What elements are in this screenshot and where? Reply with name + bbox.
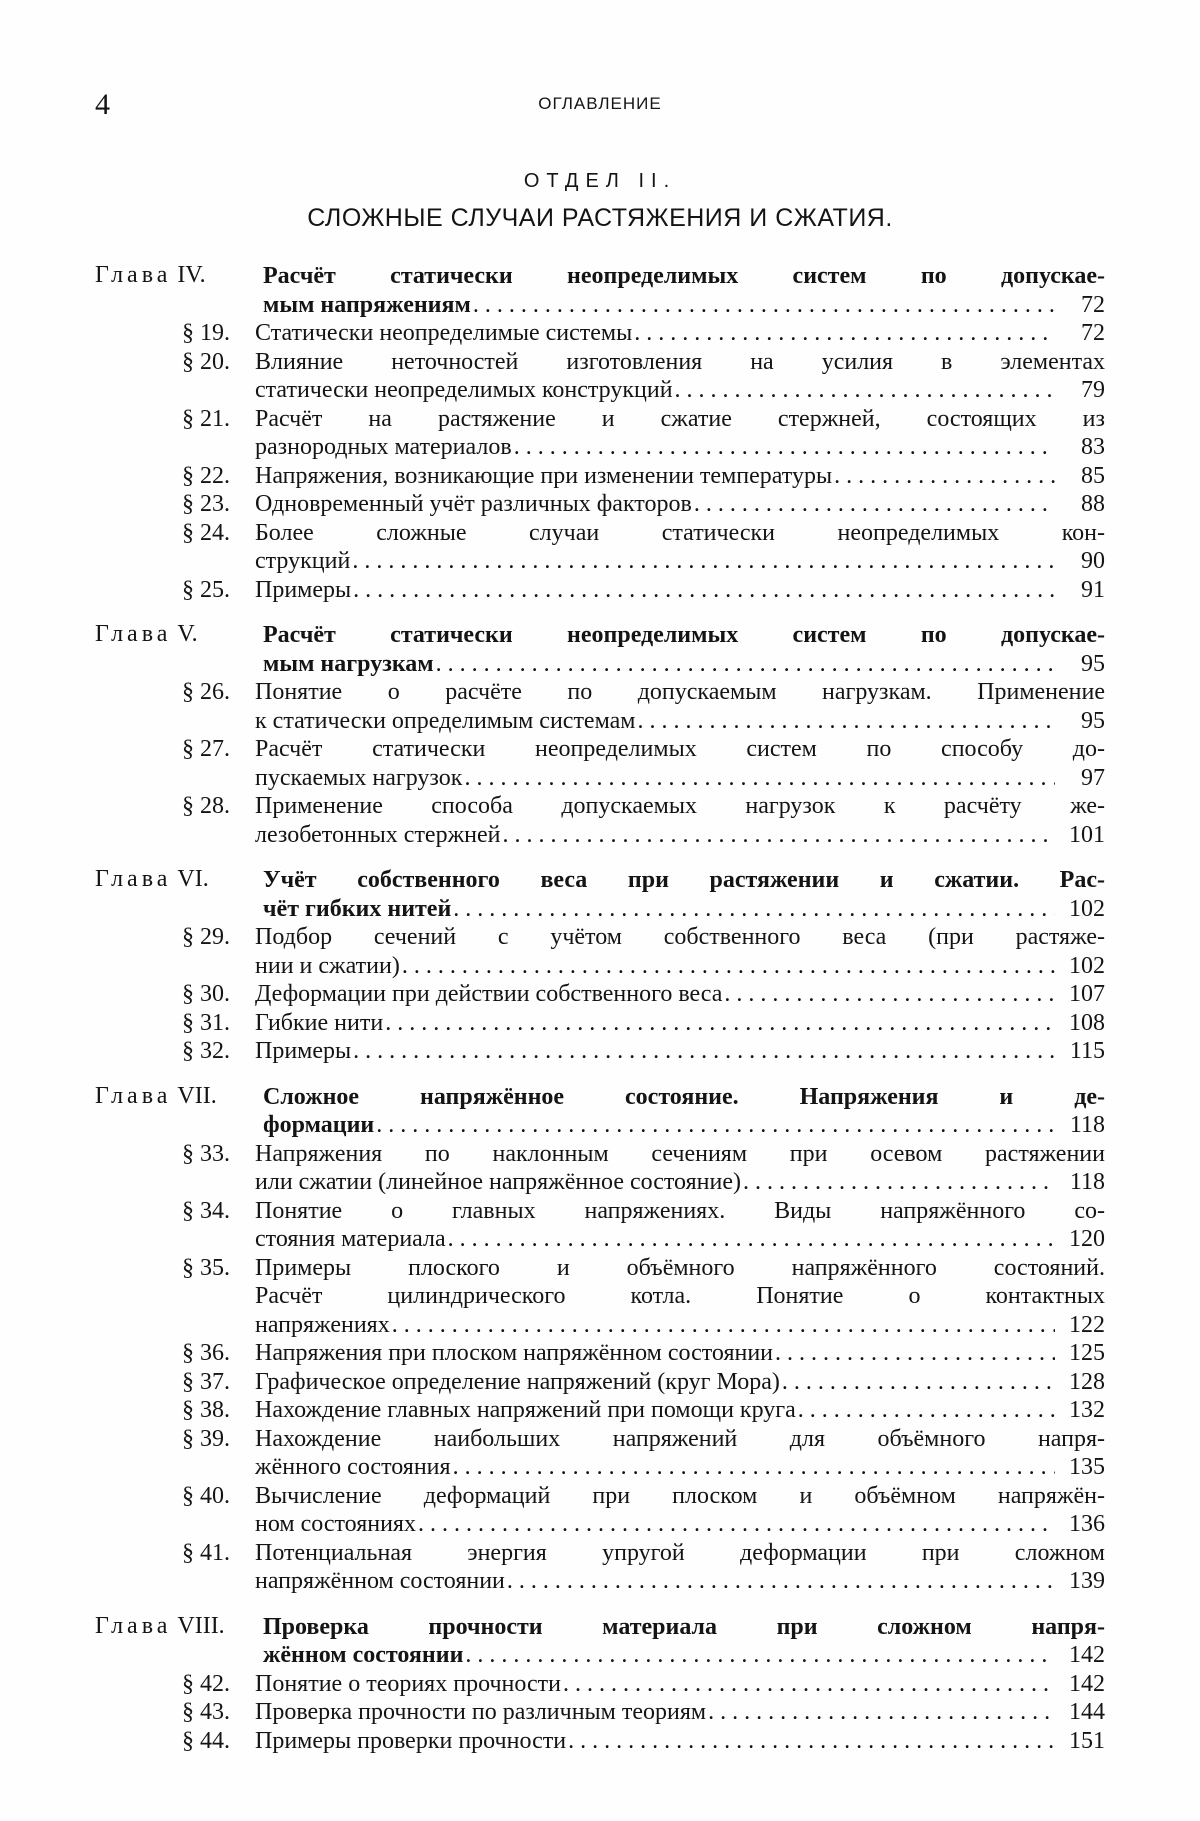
entry-text: [255, 1482, 1105, 1539]
entry-text: [255, 405, 1105, 462]
entry-text: [255, 1140, 1105, 1197]
entry-line: Расчёт цилиндрического котла. Понятие о контактных: [255, 1283, 1105, 1309]
entry-line: ном состояниях: [255, 1511, 416, 1537]
dot-leader: [465, 1641, 1055, 1670]
section-entry: [95, 1727, 1105, 1756]
entry-last-line: [255, 1396, 1105, 1425]
entry-line: Примеры: [255, 576, 352, 603]
entry-text: [255, 576, 1105, 605]
entry-last-line: [255, 1510, 1105, 1539]
section-entry: [95, 1670, 1105, 1699]
dot-leader: [352, 547, 1055, 576]
page-header: [95, 88, 1105, 128]
page-ref: 95: [1081, 650, 1105, 677]
section-entry: [95, 462, 1105, 491]
entry-text: [255, 1539, 1105, 1596]
entry-text: [255, 462, 1105, 491]
entry-line: Учёт собственного веса при растяжении и сжатии. Рас-: [263, 867, 1105, 893]
entry-last-line: [255, 1168, 1105, 1197]
page-ref: 108: [1069, 1009, 1105, 1036]
entry-text: [255, 490, 1105, 519]
chapter-entry: [95, 1613, 1105, 1670]
page-ref: 136: [1069, 1511, 1105, 1537]
section-entry: [95, 1368, 1105, 1397]
section-entry: [95, 319, 1105, 348]
page-ref: 90: [1081, 548, 1105, 574]
entry-text: [263, 1613, 1105, 1670]
entry-line: жённого состояния: [255, 1454, 451, 1480]
section-number: § 23.: [182, 491, 230, 517]
section-number: § 29.: [182, 924, 230, 950]
section-entry: [95, 1254, 1105, 1340]
entry-line: Расчёт статически неопределимых систем по допускае-: [263, 263, 1105, 289]
entry-text: [263, 621, 1105, 678]
dot-leader: [694, 490, 1055, 519]
entry-line: Нахождение главных напряжений при помощи круга: [255, 1397, 796, 1423]
page-ref: 95: [1081, 707, 1105, 734]
entry-line: Понятие о теориях прочности: [255, 1670, 561, 1697]
dot-leader: [563, 1670, 1055, 1699]
dot-leader: [708, 1698, 1055, 1727]
entry-last-line: [255, 319, 1105, 348]
section-entry: [95, 576, 1105, 605]
dot-leader: [743, 1168, 1055, 1197]
entry-text: [263, 866, 1105, 923]
section-number: § 34.: [182, 1197, 230, 1224]
page-ref: 132: [1069, 1397, 1105, 1423]
entry-line: Расчёт на растяжение и сжатие стержней, состоящих из: [255, 405, 1105, 432]
entry-last-line: [255, 1311, 1105, 1340]
entry-last-line: [255, 1339, 1105, 1368]
entry-line: Статически неопределимые системы: [255, 320, 633, 346]
entry-line: Вычисление деформаций при плоском и объёмном напряжён-: [255, 1482, 1105, 1509]
entry-last-line: [263, 650, 1105, 679]
entry-last-line: [255, 433, 1105, 462]
entry-line: к статически определимым системам: [255, 707, 636, 734]
entry-line: Напряжения при плоском напряжённом состоянии: [255, 1340, 774, 1366]
entry-text: [255, 792, 1105, 849]
entry-line: Подбор сечений с учётом собственного веса (при растяже-: [255, 924, 1105, 950]
dot-leader: [724, 980, 1055, 1009]
section-number: § 35.: [182, 1254, 230, 1281]
section-entry: [95, 490, 1105, 519]
entry-last-line: [255, 1567, 1105, 1596]
section-entry: [95, 792, 1105, 849]
entry-line: пускаемых нагрузок: [255, 764, 463, 791]
chapter-word: Глава: [95, 1612, 172, 1639]
section-number: § 41.: [182, 1539, 230, 1566]
section-number: § 33.: [182, 1140, 230, 1167]
section-number: § 44.: [182, 1727, 230, 1754]
entry-last-line: [255, 1225, 1105, 1254]
chapter-label: [95, 866, 258, 893]
entry-line: Гибкие нити: [255, 1009, 384, 1036]
entry-last-line: [255, 1698, 1105, 1727]
page-ref: 88: [1081, 491, 1105, 517]
entry-text: [255, 1698, 1105, 1727]
dot-leader: [418, 1510, 1055, 1539]
entry-line: Примеры плоского и объёмного напряжённого состояний.: [255, 1254, 1105, 1281]
section-number: § 24.: [182, 519, 230, 546]
entry-line: Графическое определение напряжений (круг Мора): [255, 1368, 780, 1395]
chapter-label: [95, 262, 258, 289]
entry-line: Проверка прочности по различным теориям: [255, 1699, 707, 1725]
chapter-number: VIII.: [171, 1612, 225, 1639]
entry-line: Напряжения, возникающие при изменении температуры: [255, 462, 833, 489]
page-ref: 142: [1069, 1670, 1105, 1697]
entry-text: [255, 735, 1105, 792]
chapter-number: VII.: [171, 1082, 217, 1109]
section-entry: [95, 678, 1105, 735]
entry-line: формации: [263, 1112, 375, 1138]
entry-line: статически неопределимых конструкций: [255, 377, 673, 403]
section-number: § 37.: [182, 1368, 230, 1395]
entry-text: [255, 348, 1105, 405]
chapter-word: Глава: [95, 262, 172, 288]
entry-line: мым напряжениям: [263, 291, 471, 318]
section-number: § 39.: [182, 1425, 230, 1452]
dot-leader: [798, 1396, 1055, 1425]
entry-line: разнородных материалов: [255, 434, 512, 460]
entry-line: Нахождение наибольших напряжений для объёмного напря-: [255, 1425, 1105, 1452]
entry-line: чёт гибких нитей: [263, 895, 452, 922]
page-ref: 72: [1081, 291, 1105, 318]
section-number: § 42.: [182, 1670, 230, 1697]
dot-leader: [473, 291, 1055, 320]
division-heading: ОТДЕЛ II.: [523, 170, 677, 192]
page-ref: 102: [1069, 895, 1105, 922]
entry-text: [255, 1396, 1105, 1425]
entry-line: напряжённом состоянии: [255, 1568, 505, 1594]
dot-leader: [385, 1009, 1055, 1038]
dot-leader: [775, 1339, 1055, 1368]
entry-last-line: [255, 980, 1105, 1009]
entry-line: струкций: [255, 548, 351, 574]
entry-line: Примеры: [255, 1038, 352, 1064]
page-ref: 91: [1081, 576, 1105, 603]
table-of-contents: [95, 262, 1105, 1755]
entry-line: жённом состоянии: [263, 1642, 464, 1668]
section-number: § 32.: [182, 1038, 230, 1064]
section-number: § 27.: [182, 736, 230, 762]
page-ref: 120: [1069, 1226, 1105, 1252]
section-entry: [95, 1698, 1105, 1727]
section-number: § 40.: [182, 1482, 230, 1509]
chapter-entry: [95, 1083, 1105, 1140]
page-ref: 151: [1069, 1727, 1105, 1754]
section-entry: [95, 980, 1105, 1009]
page-ref: 83: [1081, 434, 1105, 460]
page-ref: 85: [1081, 462, 1105, 489]
entry-text: [255, 1197, 1105, 1254]
entry-text: [255, 980, 1105, 1009]
page-ref: 135: [1069, 1454, 1105, 1480]
dot-leader: [453, 895, 1055, 924]
page-ref: 101: [1069, 821, 1105, 848]
chapter-word: Глава: [95, 1082, 172, 1109]
section-entry: [95, 1009, 1105, 1038]
entry-line: Понятие о расчёте по допускаемым нагрузкам. Применение: [255, 679, 1105, 705]
page-ref: 128: [1069, 1368, 1105, 1395]
entry-line: Потенциальная энергия упругой деформации при сложном: [255, 1539, 1105, 1566]
section-number: § 30.: [182, 981, 230, 1007]
entry-last-line: [263, 1111, 1105, 1140]
chapter-entry: [95, 866, 1105, 923]
entry-line: лезобетонных стержней: [255, 821, 501, 848]
entry-last-line: [255, 1368, 1105, 1397]
entry-text: [255, 1670, 1105, 1699]
entry-line: Примеры проверки прочности: [255, 1727, 567, 1754]
section-number: § 31.: [182, 1009, 230, 1036]
chapter-label: [95, 621, 258, 648]
entry-text: [255, 678, 1105, 735]
entry-text: [255, 1037, 1105, 1066]
dot-leader: [464, 764, 1055, 793]
entry-text: [255, 1339, 1105, 1368]
page-ref: 72: [1081, 320, 1105, 346]
entry-line: Более сложные случаи статически неопределимых кон-: [255, 519, 1105, 546]
section-number: § 22.: [182, 462, 230, 489]
running-title: ОГЛАВЛЕНИЕ: [538, 94, 662, 113]
dot-leader: [392, 1311, 1055, 1340]
dot-leader: [637, 707, 1055, 736]
dot-leader: [634, 319, 1055, 348]
section-entry: [95, 1197, 1105, 1254]
chapter-word: Глава: [95, 621, 172, 647]
entry-text: [263, 1083, 1105, 1140]
entry-last-line: [255, 1453, 1105, 1482]
section-number: § 20.: [182, 348, 230, 375]
section-number: § 21.: [182, 405, 230, 432]
entry-line: Одновременный учёт различных факторов: [255, 491, 692, 517]
page-ref: 107: [1069, 981, 1105, 1007]
entry-line: Понятие о главных напряжениях. Виды напряжённого со-: [255, 1197, 1105, 1224]
entry-last-line: [255, 952, 1105, 981]
section-number: § 19.: [182, 320, 230, 346]
entry-last-line: [255, 547, 1105, 576]
entry-line: напряжениях: [255, 1311, 390, 1338]
page-ref: 79: [1081, 377, 1105, 403]
entry-text: [255, 319, 1105, 348]
page-ref: 125: [1069, 1340, 1105, 1366]
dot-leader: [402, 952, 1055, 981]
section-entry: [95, 519, 1105, 576]
entry-last-line: [255, 376, 1105, 405]
section-entry: [95, 348, 1105, 405]
entry-last-line: [255, 1670, 1105, 1699]
entry-last-line: [255, 576, 1105, 605]
entry-line: Деформации при действии собственного веса: [255, 981, 723, 1007]
section-entry: [95, 735, 1105, 792]
dot-leader: [568, 1727, 1055, 1756]
section-number: § 38.: [182, 1397, 230, 1423]
page-number: 4: [95, 88, 110, 121]
entry-text: [263, 262, 1105, 319]
dot-leader: [448, 1225, 1055, 1254]
chapter-number: V.: [171, 621, 198, 647]
entry-last-line: [255, 1727, 1105, 1756]
dot-leader: [507, 1567, 1055, 1596]
dot-leader: [834, 462, 1055, 491]
chapter-number: VI.: [171, 866, 209, 892]
dot-leader: [353, 576, 1055, 605]
dot-leader: [503, 821, 1055, 850]
entry-text: [255, 519, 1105, 576]
section-number: § 28.: [182, 793, 230, 819]
chapter-label: [95, 1613, 258, 1640]
chapter-entry: [95, 262, 1105, 319]
entry-line: Напряжения по наклонным сечениям при осевом растяжении: [255, 1140, 1105, 1167]
entry-last-line: [255, 490, 1105, 519]
entry-text: [255, 1727, 1105, 1756]
page-ref: 115: [1069, 1038, 1105, 1064]
page-ref: 118: [1069, 1169, 1105, 1195]
page-ref: 142: [1069, 1642, 1105, 1668]
section-number: § 25.: [182, 576, 230, 603]
dot-leader: [675, 376, 1055, 405]
chapter-entry: [95, 621, 1105, 678]
chapter-number: IV.: [171, 262, 206, 288]
page-ref: 97: [1081, 764, 1105, 791]
section-number: § 36.: [182, 1340, 230, 1366]
entry-last-line: [255, 1037, 1105, 1066]
entry-line: Расчёт статически неопределимых систем по способу до-: [255, 736, 1105, 762]
entry-last-line: [263, 291, 1105, 320]
section-number: § 43.: [182, 1699, 230, 1725]
entry-line: или сжатии (линейное напряжённое состояние): [255, 1169, 741, 1195]
entry-line: Влияние неточностей изготовления на усилия в элементах: [255, 348, 1105, 375]
section-entry: [95, 1539, 1105, 1596]
section-entry: [95, 1482, 1105, 1539]
entry-line: Проверка прочности материала при сложном напря-: [263, 1613, 1105, 1640]
entry-last-line: [255, 821, 1105, 850]
dot-leader: [353, 1037, 1055, 1066]
entry-line: мым нагрузкам: [263, 650, 434, 677]
section-entry: [95, 1140, 1105, 1197]
entry-text: [255, 1254, 1105, 1340]
entry-last-line: [263, 895, 1105, 924]
dot-leader: [782, 1368, 1055, 1397]
entry-last-line: [255, 462, 1105, 491]
page-ref: 144: [1069, 1699, 1105, 1725]
page-ref: 118: [1069, 1112, 1105, 1138]
section-entry: [95, 1396, 1105, 1425]
entry-text: [255, 1425, 1105, 1482]
section-number: § 26.: [182, 679, 230, 705]
dot-leader: [436, 650, 1055, 679]
entry-line: Расчёт статически неопределимых систем по допускае-: [263, 622, 1105, 648]
entry-last-line: [255, 707, 1105, 736]
entry-line: Применение способа допускаемых нагрузок к расчёту же-: [255, 793, 1105, 819]
entry-text: [255, 1009, 1105, 1038]
page-ref: 139: [1069, 1568, 1105, 1594]
entry-line: нии и сжатии): [255, 952, 400, 979]
entry-last-line: [255, 1009, 1105, 1038]
entry-text: [255, 923, 1105, 980]
section-entry: [95, 405, 1105, 462]
page-ref: 102: [1069, 952, 1105, 979]
entry-text: [255, 1368, 1105, 1397]
chapter-label: [95, 1083, 258, 1110]
part-title: СЛОЖНЫЕ СЛУЧАИ РАСТЯЖЕНИЯ И СЖАТИЯ.: [307, 204, 893, 232]
entry-last-line: [255, 764, 1105, 793]
section-entry: [95, 1425, 1105, 1482]
chapter-word: Глава: [95, 866, 172, 892]
dot-leader: [376, 1111, 1055, 1140]
entry-last-line: [263, 1641, 1105, 1670]
entry-line: стояния материала: [255, 1226, 446, 1252]
section-entry: [95, 1037, 1105, 1066]
entry-line: Сложное напряжённое состояние. Напряжения и де-: [263, 1083, 1105, 1110]
dot-leader: [453, 1453, 1055, 1482]
dot-leader: [514, 433, 1055, 462]
section-entry: [95, 1339, 1105, 1368]
page-ref: 122: [1069, 1311, 1105, 1338]
section-entry: [95, 923, 1105, 980]
